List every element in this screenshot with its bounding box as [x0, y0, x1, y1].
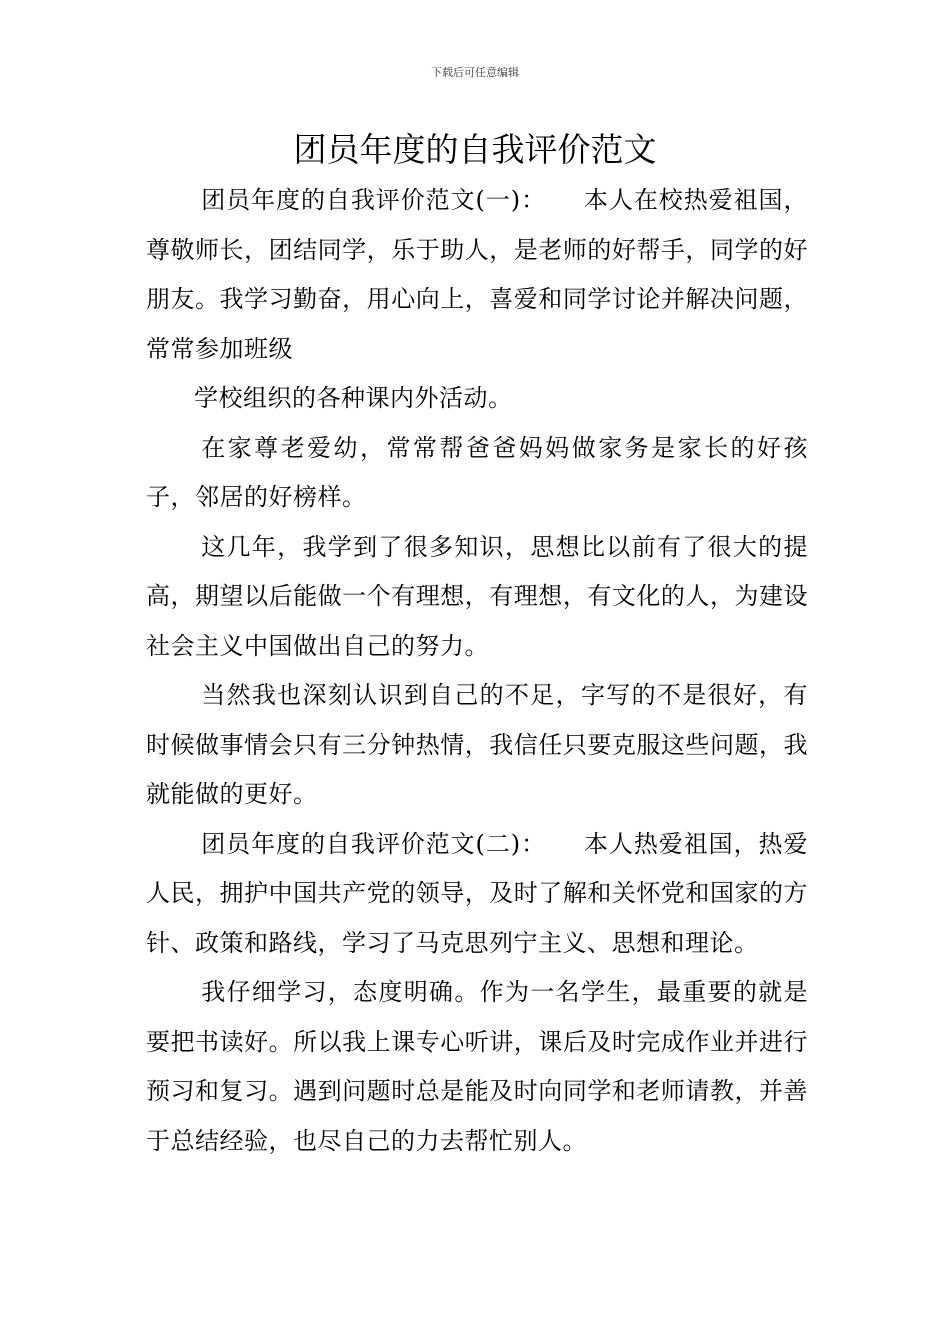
document-body	[146, 176, 808, 1166]
paragraph-5: 当然我也深刻认识到自己的不足，字写的不是很好，有时候做事情会只有三分钟热情，我信任只要克服这些问题，我就能做的更好。	[146, 681, 808, 808]
header-note: 下载后可任意编辑	[431, 66, 519, 79]
paragraph-1: 团员年度的自我评价范文(一)： 本人在校热爱祖国，尊敬师长，团结同学，乐于助人，是老师的好帮手，同学的好朋友。我学习勤奋，用心向上，喜爱和同学讨论并解决问题，常常参加班级	[146, 186, 808, 363]
paragraph-4: 这几年，我学到了很多知识，思想比以前有了很大的提高，期望以后能做一个有理想，有理想，有文化的人，为建设社会主义中国做出自己的努力。	[146, 532, 808, 660]
paragraph-6: 团员年度的自我评价范文(二)： 本人热爱祖国，热爱人民，拥护中国共产党的领导，及时了解和关怀党和国家的方针、政策和路线，学习了马克思列宁主义、思想和理论。	[146, 829, 808, 957]
document-title: 团员年度的自我评价范文	[293, 130, 657, 169]
paragraph-7: 我仔细学习，态度明确。作为一名学生，最重要的就是要把书读好。所以我上课专心听讲，课后及时完成作业并进行预习和复习。遇到问题时总是能及时向同学和老师请教，并善于总结经验，也尽自己的力去帮忙别人。	[146, 978, 808, 1155]
paragraph-2: 学校组织的各种课内外活动。	[194, 384, 513, 412]
paragraph-3: 在家尊老爱幼，常常帮爸爸妈妈做家务是家长的好孩子，邻居的好榜样。	[146, 433, 808, 511]
